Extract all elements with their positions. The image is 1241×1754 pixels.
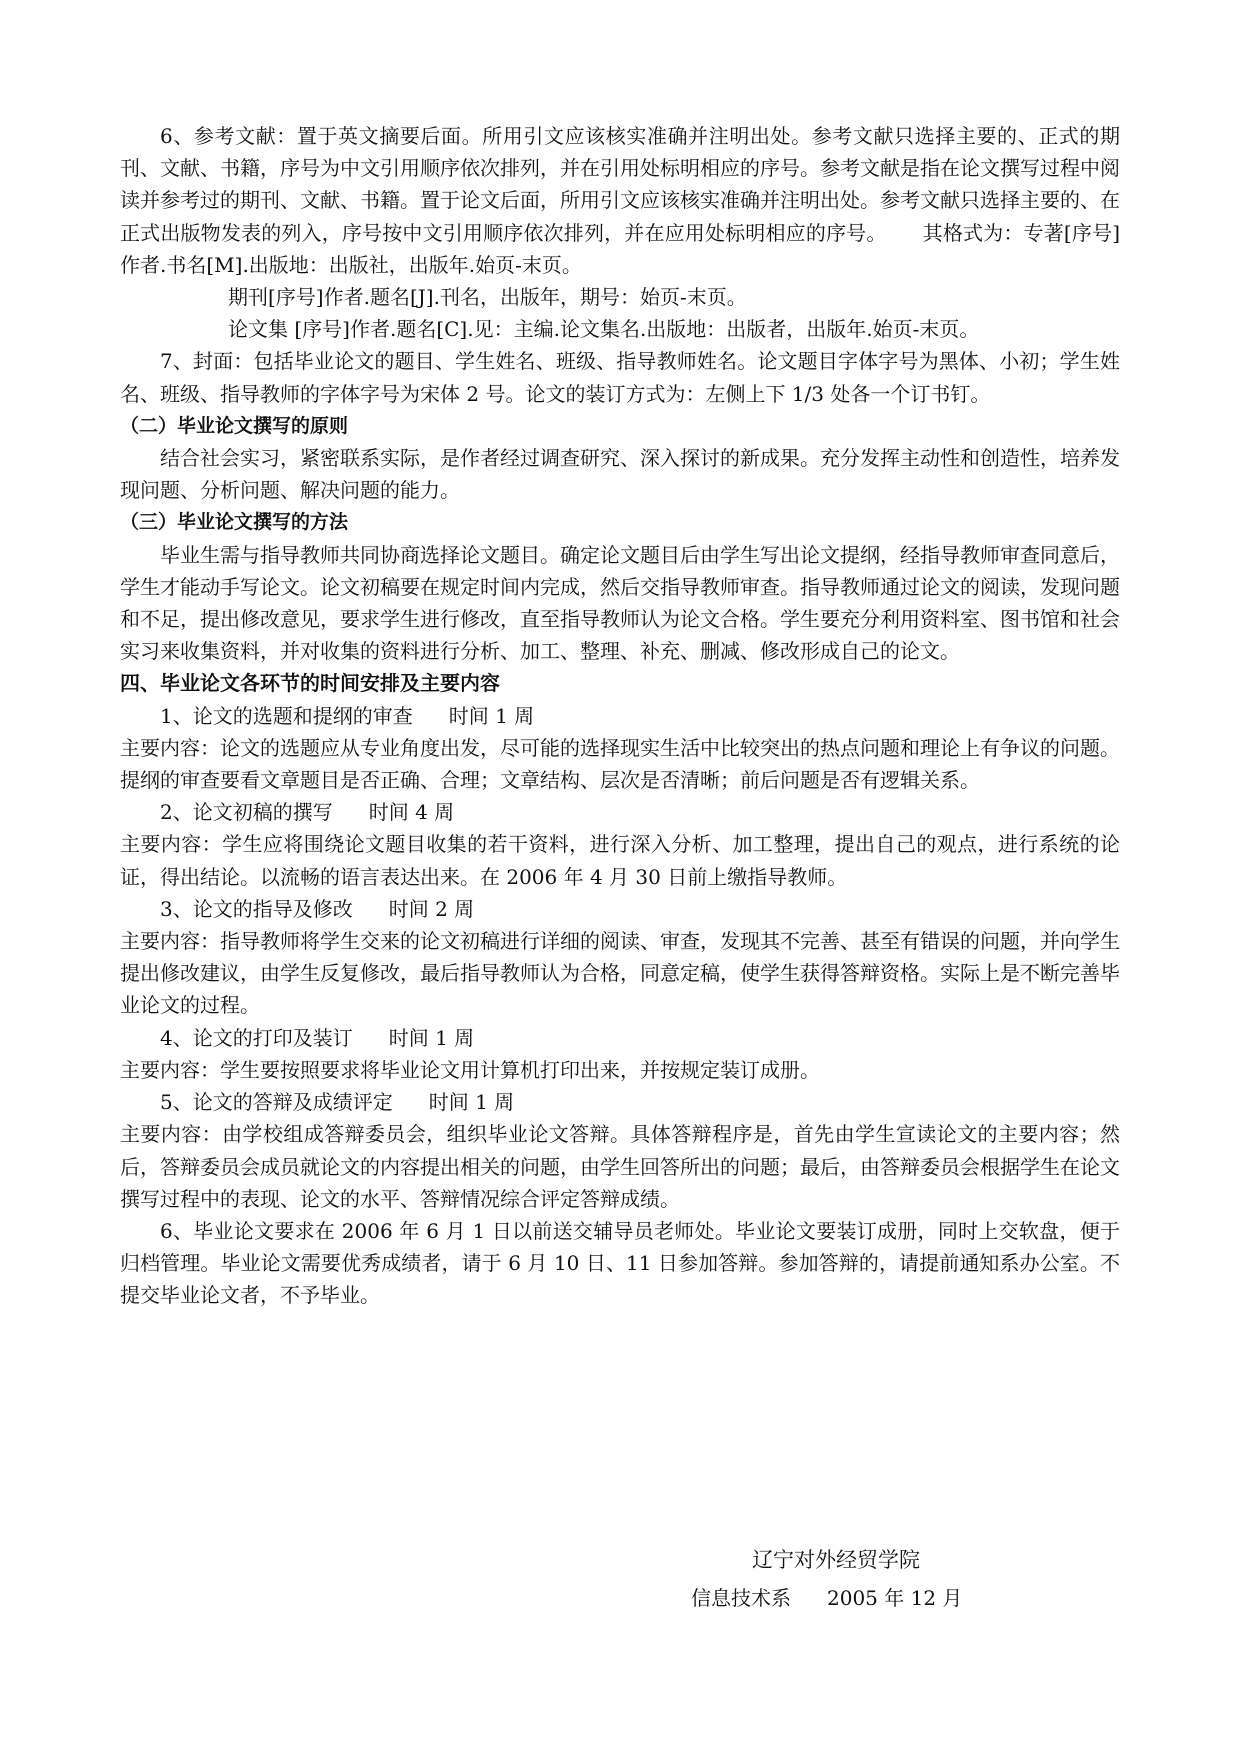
reference-format-book: 其格式为：专著[序号]作者.书名[M].出版地：出版社，出版年.始页-末页。 <box>120 220 1121 277</box>
paragraph-submission: 6、毕业论文要求在 2006 年 6 月 1 日以前送交辅导员老师处。毕业论文要装订成册，同时上交软盘，便于归档管理。毕业论文需要优秀成绩者，请于 6 月 10 日、11 日参加答辩。参加答辩的，请提前通知系办公室。不提交毕业论文者，不予毕业。 <box>120 1218 1120 1308</box>
schedule-item-time: 时间 1 周 <box>448 703 535 728</box>
section-heading-schedule: 四、毕业论文各环节的时间安排及主要内容 <box>120 671 500 696</box>
schedule-item-title: 4、论文的打印及装订 时间 1 周 <box>160 1025 475 1050</box>
schedule-item-content: 主要内容：学生要按照要求将毕业论文用计算机打印出来，并按规定装订成册。 <box>120 1057 820 1082</box>
schedule-item-content: 主要内容：由学校组成答辩委员会，组织毕业论文答辩。具体答辩程序是，首先由学生宣读论文的主要内容；然后，答辩委员会成员就论文的内容提出相关的问题，由学生回答所出的问题；最后，由答辩委员会根据学生在论文撰写过程中的表现、论文的水平、答辩情况综合评定答辩成绩。 <box>120 1122 1120 1211</box>
schedule-item-title: 2、论文初稿的撰写 时间 4 周 <box>160 800 455 825</box>
signature-department-date <box>120 1582 1120 1614</box>
schedule-item-content: 主要内容：指导教师将学生交来的论文初稿进行详细的阅读、审查，发现其不完善、甚至有错误的问题，并向学生提出修改建议，由学生反复修改，最后指导教师认为合格，同意定稿，使学生获得答辩资格。实际上是不断完善毕业论文的过程。 <box>120 929 1120 1018</box>
schedule-item-title: 3、论文的指导及修改 时间 2 周 <box>160 896 475 921</box>
signature-department: 信息技术系 <box>691 1586 791 1610</box>
paragraph-principles: 结合社会实习，紧密联系实际，是作者经过调查研究、深入探讨的新成果。充分发挥主动性和创造性，培养发现问题、分析问题、解决问题的能力。 <box>120 446 1120 503</box>
schedule-item-time: 时间 2 周 <box>388 896 475 921</box>
schedule-item-content: 主要内容：论文的选题应从专业角度出发，尽可能的选择现实生活中比较突出的热点问题和理论上有争议的问题。提纲的审查要看文章题目是否正确、合理；文章结构、层次是否清晰；前后问题是否有逻辑关系。 <box>120 735 1120 793</box>
section-heading-methods: （三）毕业论文撰写的方法 <box>120 511 349 534</box>
schedule-item-time: 时间 4 周 <box>368 800 455 825</box>
signature-institution: 辽宁对外经贸学院 <box>752 1548 920 1572</box>
section-heading-principles: （二）毕业论文撰写的原则 <box>120 414 349 437</box>
schedule-item-time: 时间 1 周 <box>388 1025 475 1050</box>
document-page <box>120 120 1121 1610</box>
paragraph-methods: 毕业生需与指导教师共同协商选择论文题目。确定论文题目后由学生写出论文提纲，经指导教师审查同意后，学生才能动手写论文。论文初稿要在规定时间内完成，然后交指导教师审查。指导教师通过论文的阅读，发现问题和不足，提出修改意见，要求学生进行修改，直至指导教师认为论文合格。学生要充分利用资料室、图书馆和社会实习来收集资料，并对收集的资料进行分析、加工、整理、补充、删减、修改形成自己的论文。 <box>120 542 1120 664</box>
schedule-item-content: 主要内容：学生应将围绕论文题目收集的若干资料，进行深入分析、加工整理，提出自己的观点，进行系统的论证，得出结论。以流畅的语言表达出来。在 2006 年 4 月 30 日前上缴指导教师。 <box>120 832 1120 889</box>
paragraph-cover: 7、封面：包括毕业论文的题目、学生姓名、班级、指导教师姓名。论文题目字体字号为黑体、小初；学生姓名、班级、指导教师的字体字号为宋体 2 号。论文的装订方式为：左侧上下 1/3 处各一个订书钉。 <box>120 349 1120 406</box>
schedule-item-time: 时间 1 周 <box>428 1090 515 1115</box>
paragraph-references: 6、参考文献：置于英文摘要后面。所用引文应该核实准确并注明出处。参考文献只选择主要的、正式的期刊、文献、书籍，序号为中文引用顺序依次排列，并在引用处标明相应的序号。参考文献是指在论文撰写过程中阅读并参考过的期刊、文献、书籍。置于论文后面，所用引文应该核实准确并注明出处。参考文献只选择主要的、在正式出版物发表的列入，序号按中文引用顺序依次排列，并在应用处标明相应的序号。 其格式为：专著[序号]作者.书名[M].出版地：出版社，出版年.始页-末页。 <box>120 124 1121 277</box>
reference-format-journal: 期刊[序号]作者.题名[J].刊名，出版年，期号：始页-末页。 <box>228 285 747 310</box>
schedule-item-title: 1、论文的选题和提纲的审查 时间 1 周 <box>160 703 535 728</box>
schedule-item-title: 5、论文的答辩及成绩评定 时间 1 周 <box>160 1090 515 1115</box>
reference-format-collection: 论文集 [序号]作者.题名[C].见：主编.论文集名.出版地：出版者，出版年.始页-末页。 <box>228 317 980 342</box>
signature-date: 2005 年 12 月 <box>827 1586 963 1610</box>
